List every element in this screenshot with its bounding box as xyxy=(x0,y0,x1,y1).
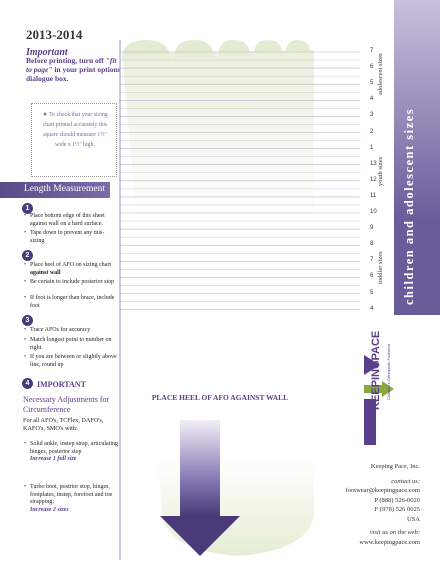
age-banner-text: children and adolescent sizes xyxy=(402,107,416,305)
step-4-badge: 4 xyxy=(22,378,33,389)
step-1-bullet-1: • Place bottom edge of this sheet against wall on a hard surface. xyxy=(30,213,118,228)
website-link[interactable]: www.keepingpace.com xyxy=(359,538,420,546)
circumference-item-1-increase: Increase 1 full size xyxy=(30,456,77,462)
size-tick-label: 2 xyxy=(370,128,374,135)
size-tick-label: 4 xyxy=(370,305,374,312)
size-tick-label: 11 xyxy=(370,192,377,199)
calibration-text-body: To check that your sizing chart printed accurately this square should measure 1½" wide x 1½" high. xyxy=(42,112,108,148)
size-tick-label: 10 xyxy=(370,209,377,215)
size-tick-label: 9 xyxy=(370,225,374,232)
size-tick-label: 5 xyxy=(370,289,374,296)
circumference-item-1-text: Solid ankle, instep strap, articulating hinges, posterior stop xyxy=(30,441,118,455)
step-2-bullet-2: • Be certain to include posterior stop xyxy=(30,279,118,287)
print-note-fit: "fit to page" xyxy=(26,56,117,74)
visit-web-label: visit us on the web: xyxy=(369,529,420,536)
star-icon: ★ xyxy=(42,112,48,118)
youth-sizes-label: youth sizes xyxy=(377,156,384,186)
country: USA xyxy=(406,515,420,523)
season-year: 2013-2014 xyxy=(26,27,83,42)
size-tick-label: 5 xyxy=(370,80,374,87)
print-note xyxy=(26,56,121,83)
company-name: Keeping Pace, Inc. xyxy=(370,463,420,470)
size-tick-label: 8 xyxy=(370,241,374,248)
step-2-bullet-1-a: Place heel of AFO on sizing chart xyxy=(30,262,111,268)
step-2-bullet-1-b: against wall xyxy=(30,269,61,276)
circumference-item-2-text: Turbo boot, postrior stop, hinges, footplates, instep, forefoot and toe strapping: xyxy=(30,484,113,505)
size-tick-label: 6 xyxy=(370,64,374,71)
step-1-badge: 1 xyxy=(22,203,33,214)
important-heading: Important xyxy=(26,47,68,58)
place-heel-label: PLACE HEEL OF AFO AGAINST WALL xyxy=(151,393,289,402)
circumference-item-2-increase: Increase 2 sizes xyxy=(30,506,69,513)
contact-us-label: contact us: xyxy=(391,477,420,485)
size-tick-label: 7 xyxy=(370,48,374,54)
brand-name: KEEPINGPACE xyxy=(370,330,382,410)
calibration-text xyxy=(38,110,112,150)
length-measurement-title: Length Measurement xyxy=(24,184,105,194)
step-1-bullet-2: • Tape down to prevent any mis-sizing xyxy=(30,230,118,245)
step-3-bullet-1: • Trace AFOs for accuracy xyxy=(30,327,118,335)
print-note-part2: in your print options dialogue box. xyxy=(26,65,121,83)
size-tick-label: 13 xyxy=(370,160,377,167)
adolescent-sizes-label: adolescent sizes xyxy=(377,53,384,95)
size-tick-label: 12 xyxy=(370,176,377,183)
size-tick-label: 7 xyxy=(370,257,374,264)
circumference-item-1 xyxy=(30,441,120,464)
circumference-item-2 xyxy=(30,484,120,514)
step-2-badge: 2 xyxy=(22,250,33,261)
circumference-for-all: For all AFO's, TCFlex, DAFO's, KAFO's, SMO's with: xyxy=(23,417,104,432)
contact-block xyxy=(312,462,420,547)
step-3-bullet-2: • Match longest point to number on right xyxy=(30,337,118,352)
toddler-sizes-label: toddler sizes xyxy=(377,251,384,284)
size-tick-label: 6 xyxy=(370,273,374,280)
phone-number: P (888) 526-0020 xyxy=(374,496,420,504)
size-tick-label: 1 xyxy=(370,144,374,151)
size-tick-label: 3 xyxy=(370,112,374,119)
print-note-part1: Before printing, turn off xyxy=(26,56,106,65)
circumference-title: Necessary Adjustments for Circumference xyxy=(23,395,110,414)
age-banner xyxy=(394,0,440,315)
fax-number: F (978) 526 0025 xyxy=(374,506,420,513)
step-2-bullet-3: • If foot is longer than brace, include foot xyxy=(30,295,118,310)
circumference-important: IMPORTANT xyxy=(37,380,86,389)
step-2-bullet-1 xyxy=(30,262,118,277)
step-3-badge: 3 xyxy=(22,315,33,326)
size-tick-label: 4 xyxy=(370,96,374,103)
step-3-bullet-3: • If you are between or slightly above line, round up xyxy=(30,354,118,369)
brand-tagline: Children's Orthopedic Footwear xyxy=(386,343,391,400)
email-link[interactable]: footwear@keepingpace.com xyxy=(345,487,420,494)
